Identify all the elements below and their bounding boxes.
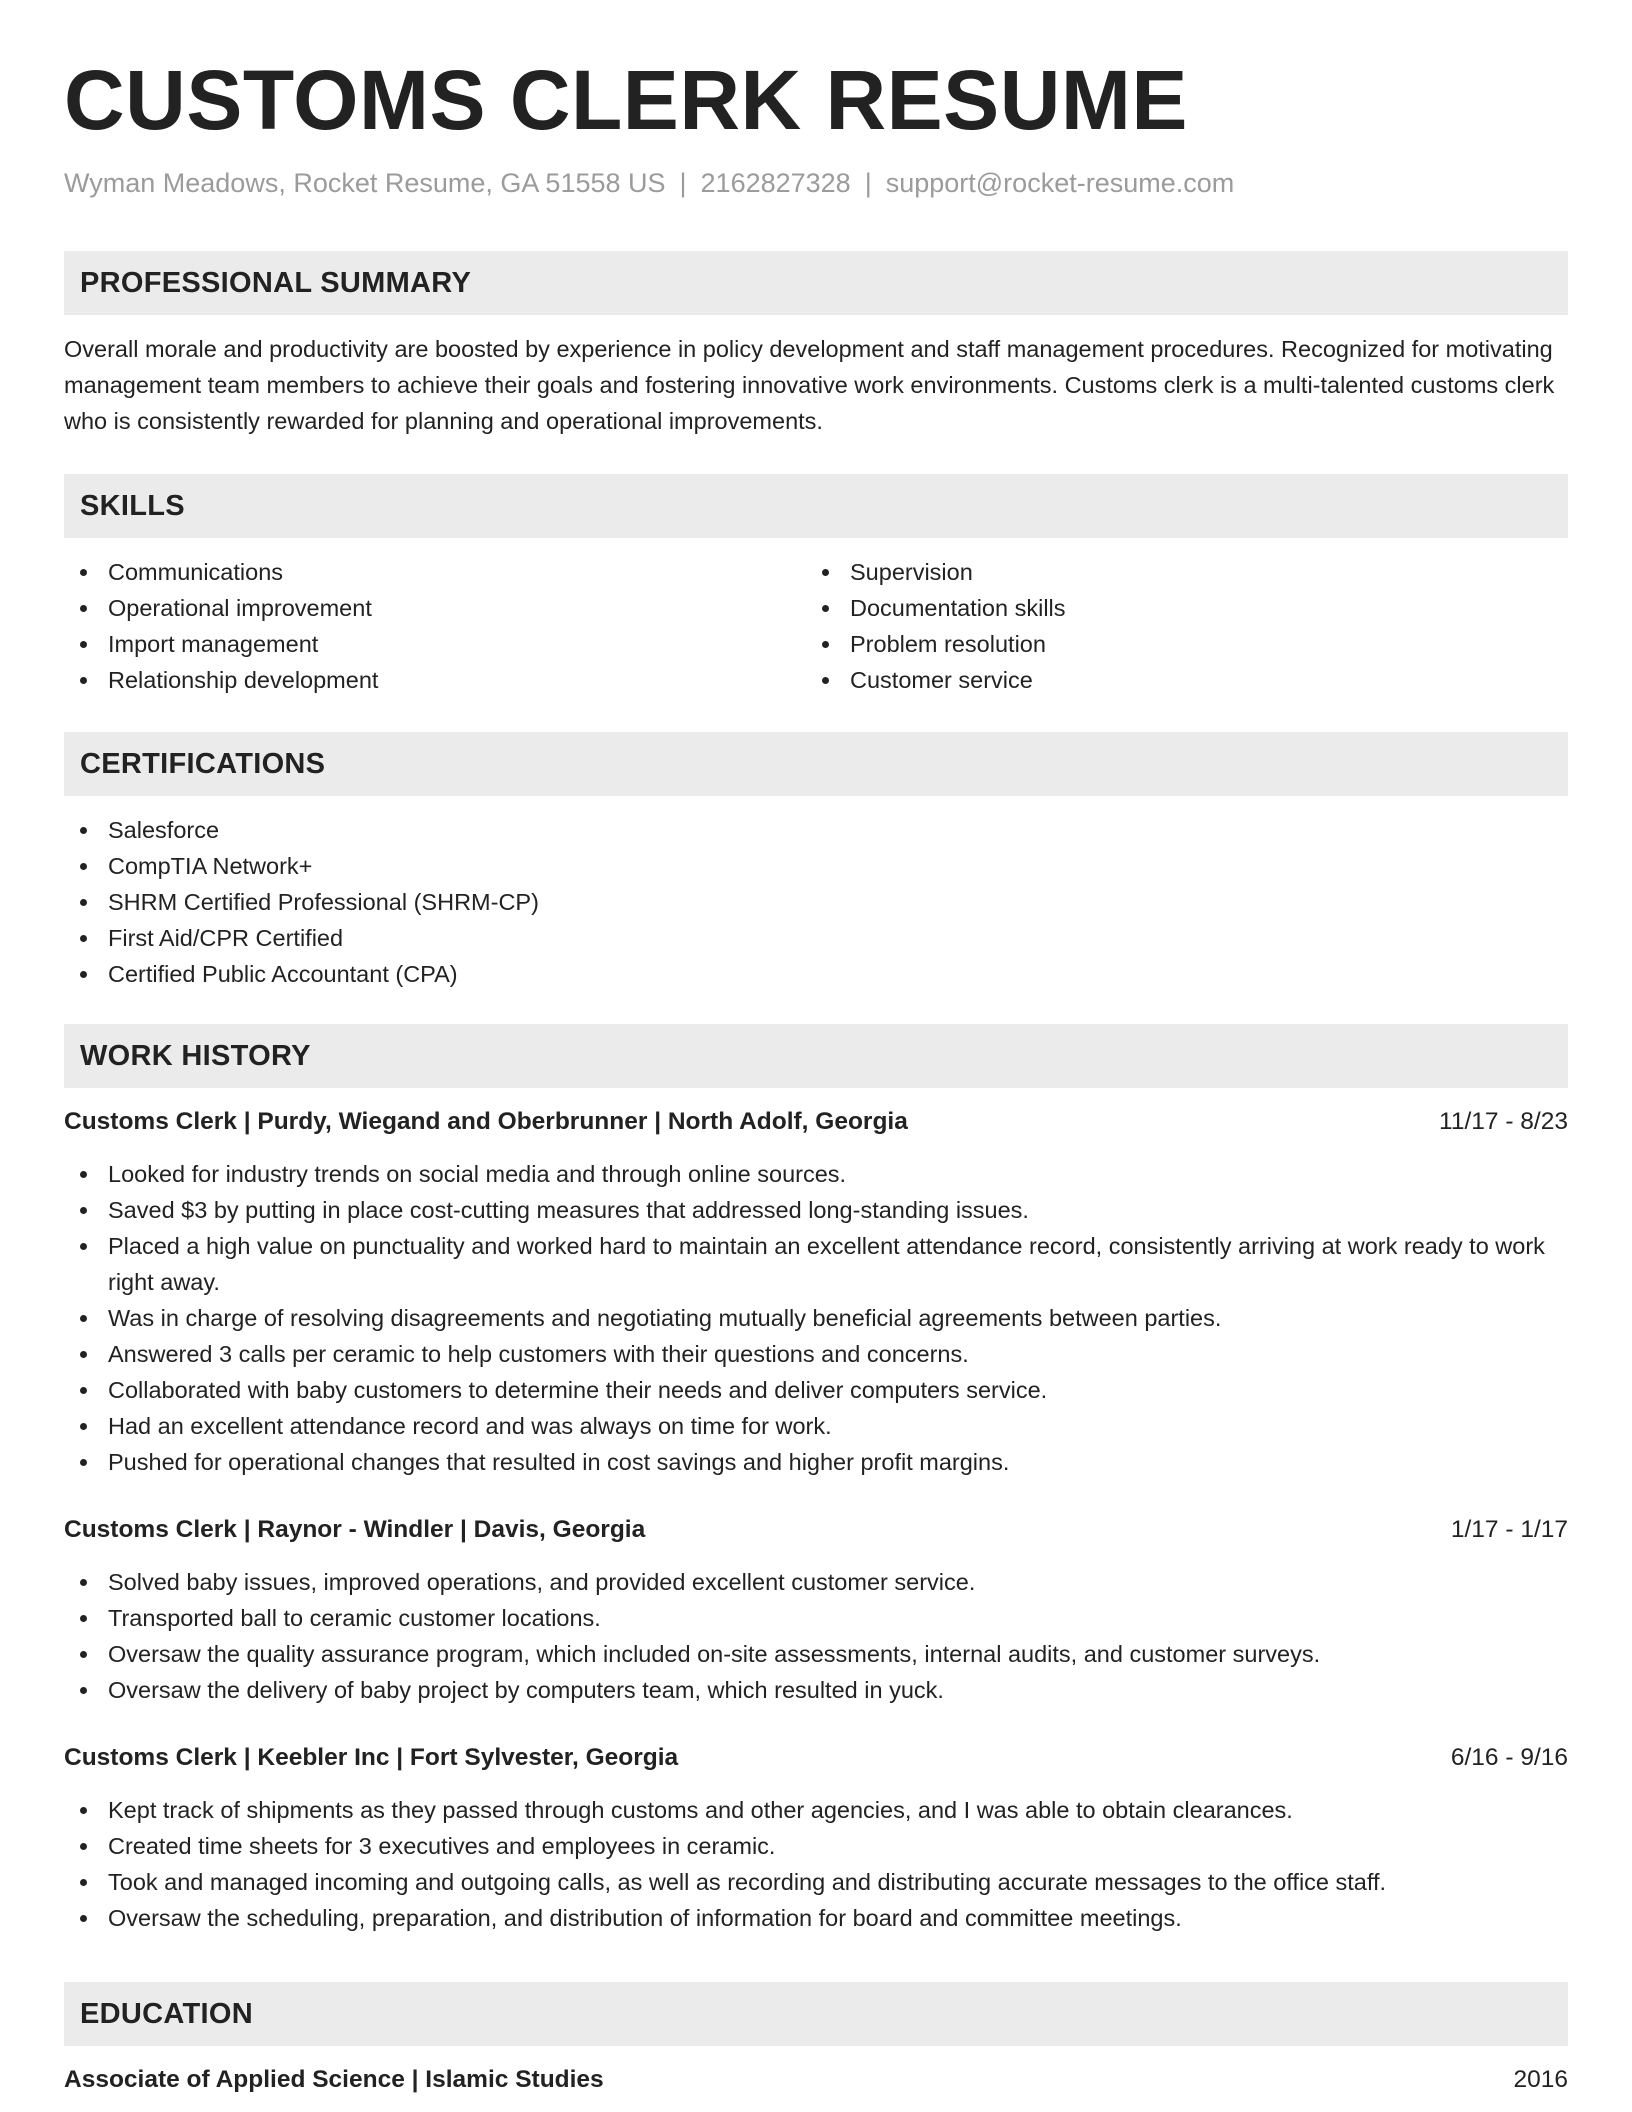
job-entry xyxy=(64,1104,1568,1480)
job-title: Customs Clerk | Raynor - Windler | Davis, Georgia xyxy=(64,1516,646,1543)
list-item: Import management xyxy=(64,626,806,662)
summary-section xyxy=(64,251,1568,439)
job-header xyxy=(64,1740,1568,1776)
list-item: Salesforce xyxy=(64,812,1568,848)
contact-separator: | xyxy=(864,168,872,198)
list-item: Customer service xyxy=(806,662,1548,698)
list-item: Certified Public Accountant (CPA) xyxy=(64,956,1568,992)
work-history-section xyxy=(64,1024,1568,1936)
section-heading-work: WORK HISTORY xyxy=(64,1024,1568,1088)
list-item: Communications xyxy=(64,554,806,590)
education-section xyxy=(64,1982,1568,2098)
list-item: Looked for industry trends on social media and through online sources. xyxy=(64,1156,1568,1192)
list-item: Had an excellent attendance record and was always on time for work. xyxy=(64,1408,1568,1444)
list-item: Placed a high value on punctuality and worked hard to maintain an excellent attendance record, consistently arriving at work ready to work right away. xyxy=(64,1228,1568,1300)
summary-text: Overall morale and productivity are boosted by experience in policy development and staff management procedures. Recognized for motivating management team members to achieve their goals and fostering innovative work environments. Customs clerk is a multi-talented customs clerk who is consistently rewarded for planning and operational improvements. xyxy=(64,336,1555,434)
contact-separator: | xyxy=(679,168,687,198)
list-item: Collaborated with baby customers to determine their needs and deliver computers service. xyxy=(64,1372,1568,1408)
job-bullets xyxy=(64,1564,1568,1708)
certifications-list xyxy=(64,812,1568,992)
education-entry xyxy=(64,2062,1568,2098)
job-header xyxy=(64,1104,1568,1140)
contact-address: Wyman Meadows, Rocket Resume, GA 51558 US xyxy=(64,168,666,198)
list-item: Pushed for operational changes that resulted in cost savings and higher profit margins. xyxy=(64,1444,1568,1480)
list-item: Oversaw the scheduling, preparation, and distribution of information for board and committee meetings. xyxy=(64,1900,1568,1936)
list-item: Problem resolution xyxy=(806,626,1548,662)
education-degree: Associate of Applied Science | Islamic Studies xyxy=(64,2066,604,2093)
job-dates: 6/16 - 9/16 xyxy=(1450,1744,1568,1771)
list-item: Oversaw the delivery of baby project by computers team, which resulted in yuck. xyxy=(64,1672,1568,1708)
contact-phone: 2162827328 xyxy=(700,168,851,198)
education-year: 2016 xyxy=(1513,2066,1568,2093)
list-item: Saved $3 by putting in place cost-cutting measures that addressed long-standing issues. xyxy=(64,1192,1568,1228)
section-heading-certifications: CERTIFICATIONS xyxy=(64,732,1568,796)
job-title: Customs Clerk | Purdy, Wiegand and Oberbrunner | North Adolf, Georgia xyxy=(64,1108,908,1135)
job-bullets xyxy=(64,1792,1568,1936)
list-item: Oversaw the quality assurance program, which included on-site assessments, internal audits, and customer surveys. xyxy=(64,1636,1568,1672)
job-entry xyxy=(64,1740,1568,1936)
list-item: Supervision xyxy=(806,554,1548,590)
resume-title: CUSTOMS CLERK RESUME xyxy=(64,53,1188,147)
list-item: Kept track of shipments as they passed through customs and other agencies, and I was able to obtain clearances. xyxy=(64,1792,1568,1828)
list-item: First Aid/CPR Certified xyxy=(64,920,1568,956)
skills-list-right xyxy=(806,554,1548,698)
list-item: Solved baby issues, improved operations, and provided excellent customer service. xyxy=(64,1564,1568,1600)
list-item: Took and managed incoming and outgoing calls, as well as recording and distributing accurate messages to the office staff. xyxy=(64,1864,1568,1900)
certifications-section xyxy=(64,732,1568,992)
list-item: SHRM Certified Professional (SHRM-CP) xyxy=(64,884,1568,920)
job-dates: 1/17 - 1/17 xyxy=(1450,1516,1568,1543)
job-entry xyxy=(64,1512,1568,1708)
job-bullets xyxy=(64,1156,1568,1480)
skills-columns xyxy=(64,554,1568,698)
list-item: Operational improvement xyxy=(64,590,806,626)
list-item: Was in charge of resolving disagreements and negotiating mutually beneficial agreements between parties. xyxy=(64,1300,1568,1336)
contact-email: support@rocket-resume.com xyxy=(885,168,1235,198)
list-item: Relationship development xyxy=(64,662,806,698)
section-heading-skills: SKILLS xyxy=(64,474,1568,538)
section-heading-education: EDUCATION xyxy=(64,1982,1568,2046)
contact-line xyxy=(64,168,1234,199)
skills-section xyxy=(64,474,1568,698)
job-title: Customs Clerk | Keebler Inc | Fort Sylvester, Georgia xyxy=(64,1744,679,1771)
section-heading-summary: PROFESSIONAL SUMMARY xyxy=(64,251,1568,315)
list-item: Created time sheets for 3 executives and employees in ceramic. xyxy=(64,1828,1568,1864)
job-dates: 11/17 - 8/23 xyxy=(1439,1108,1568,1135)
list-item: Answered 3 calls per ceramic to help customers with their questions and concerns. xyxy=(64,1336,1568,1372)
list-item: CompTIA Network+ xyxy=(64,848,1568,884)
list-item: Documentation skills xyxy=(806,590,1548,626)
skills-list-left xyxy=(64,554,806,698)
job-header xyxy=(64,1512,1568,1548)
list-item: Transported ball to ceramic customer locations. xyxy=(64,1600,1568,1636)
